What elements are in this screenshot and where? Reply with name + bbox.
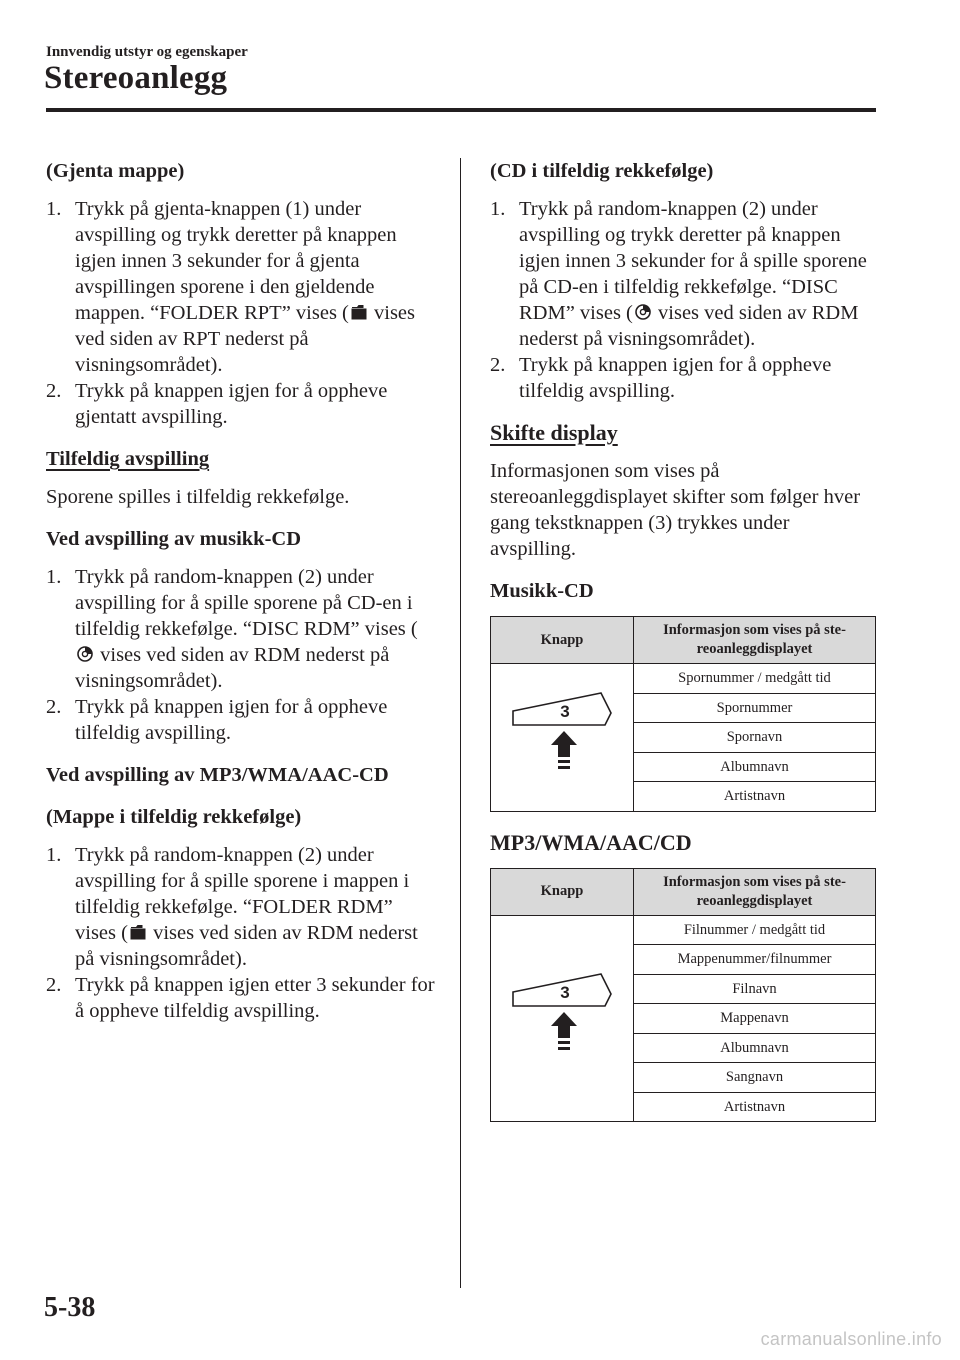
table-cell: Mappenummer/filnummer: [634, 945, 876, 975]
heading-folder-random: (Mappe i tilfeldig rekkefølge): [46, 806, 302, 828]
table-cell: Artistnavn: [634, 1092, 876, 1122]
table-cell: Filnummer / medgått tid: [634, 915, 876, 945]
step-text: Trykk på knappen igjen etter 3 sekunder for å oppheve tilfeldig avspilling.: [75, 974, 435, 1022]
step-text: Trykk på knappen igjen for å oppheve tilfeldig avspilling.: [75, 696, 388, 744]
button-cell: [491, 915, 634, 1122]
step-number: 1.: [46, 198, 62, 220]
heading-repeat-folder: (Gjenta mappe): [46, 160, 185, 182]
table-cell: Albumnavn: [634, 1033, 876, 1063]
display-intro: Informasjonen som vises på stereoanleggdisplayet skifter som følger hver gang tekstknappen (3) trykkes under avspilling.: [490, 460, 861, 560]
step-text: Trykk på knappen igjen for å oppheve gjentatt avspilling.: [75, 380, 388, 428]
step-text-cont: vises ved siden av RPT nederst på visningsområdet).: [75, 302, 415, 376]
music-cd-steps: [46, 564, 436, 746]
section-label: Innvendig utstyr og egenskaper: [46, 44, 248, 60]
chapter-title: Stereoanlegg: [44, 60, 228, 96]
step-number: 1.: [46, 566, 62, 588]
list-item: [490, 196, 880, 352]
table-row: [491, 664, 876, 694]
table-row: [491, 915, 876, 945]
table-cell: Mappenavn: [634, 1004, 876, 1034]
step-text-cont: vises ved siden av RDM nederst på visningsområdet).: [75, 644, 390, 692]
list-item: [46, 972, 436, 1024]
column-divider: [460, 158, 461, 1288]
button-cell: [491, 664, 634, 812]
page-number: 5-38: [44, 1292, 96, 1323]
table-cell: Spornummer: [634, 693, 876, 723]
cd-random-steps: [490, 196, 880, 404]
list-item: [46, 842, 436, 972]
table-cell: Spornavn: [634, 723, 876, 753]
step-text: Trykk på random-knappen (2) under avspilling for å spille sporene på CD-en i tilfeldig rekkefølge. “DISC RDM” vises (: [75, 566, 418, 640]
step-text: Trykk på knappen igjen for å oppheve tilfeldig avspilling.: [519, 354, 832, 402]
list-item: [46, 694, 436, 746]
step-number: 2.: [46, 380, 62, 402]
press-arrow-icon: [551, 1012, 577, 1050]
step-number: 2.: [490, 354, 506, 376]
step-text-cont: vises ved siden av RDM nederst på visningsområdet).: [75, 922, 418, 970]
repeat-folder-steps: [46, 196, 436, 430]
folder-icon: [130, 923, 146, 941]
table-cell: Sangnavn: [634, 1063, 876, 1093]
heading-mp3-cd: Ved avspilling av MP3/WMA/AAC-CD: [46, 764, 389, 786]
step-text: Trykk på gjenta-knappen (1) under avspilling og trykk deretter på knappen igjen innen 3 sekunder for å gjenta avspillingen sporene i den gjeldende mappen. “FOLDER RPT” vises (: [75, 198, 397, 324]
column-header-info: Informasjon som vises på ste-reoanleggdisplayet: [634, 617, 876, 664]
heading-random-play: Tilfeldig avspilling: [46, 448, 210, 470]
disc-icon: [77, 645, 93, 663]
list-item: [46, 196, 436, 378]
step-number: 1.: [46, 844, 62, 866]
label-mp3-cd: MP3/WMA/AAC/CD: [490, 829, 692, 855]
step-number: 1.: [490, 198, 506, 220]
text-button-icon: [507, 687, 617, 779]
step-text-cont: vises ved siden av RDM nederst på visningsområdet).: [519, 302, 859, 350]
text-button-icon: [507, 968, 617, 1060]
left-column: [46, 158, 436, 1038]
random-intro: Sporene spilles i tilfeldig rekkefølge.: [46, 486, 350, 508]
disc-icon: [635, 303, 651, 321]
header-rule: [46, 108, 876, 112]
step-text: Trykk på random-knappen (2) under avspilling for å spille sporene i mappen i tilfeldig rekkefølge. “FOLDER RDM” vises (: [75, 844, 410, 944]
column-header-button: Knapp: [491, 868, 634, 915]
column-header-info: Informasjon som vises på ste-reoanleggdisplayet: [634, 868, 876, 915]
step-number: 2.: [46, 696, 62, 718]
table-cell: Spornummer / medgått tid: [634, 664, 876, 694]
music-cd-table: [490, 616, 876, 812]
list-item: [46, 564, 436, 694]
table-header-row: [491, 868, 876, 915]
mp3-cd-table: [490, 868, 876, 1123]
right-column: [490, 158, 880, 1140]
heading-cd-random: (CD i tilfeldig rekkefølge): [490, 160, 714, 182]
folder-random-steps: [46, 842, 436, 1024]
watermark: carmanualsonline.info: [760, 1329, 942, 1349]
button-number: 3: [560, 701, 570, 721]
table-cell: Artistnavn: [634, 782, 876, 812]
button-number: 3: [560, 982, 570, 1002]
step-number: 2.: [46, 974, 62, 996]
folder-icon: [351, 303, 367, 321]
heading-change-display: Skifte display: [490, 420, 618, 445]
heading-music-cd: Ved avspilling av musikk-CD: [46, 528, 301, 550]
label-music-cd: Musikk-CD: [490, 580, 594, 602]
column-header-button: Knapp: [491, 617, 634, 664]
list-item: [46, 378, 436, 430]
table-header-row: [491, 617, 876, 664]
table-cell: Albumnavn: [634, 752, 876, 782]
press-arrow-icon: [551, 731, 577, 769]
step-text: Trykk på random-knappen (2) under avspilling og trykk deretter på knappen igjen innen 3 sekunder for å spille sporene på CD-en i tilfeldig rekkefølge. “DISC RDM” vises (: [519, 198, 867, 324]
list-item: [490, 352, 880, 404]
table-cell: Filnavn: [634, 974, 876, 1004]
